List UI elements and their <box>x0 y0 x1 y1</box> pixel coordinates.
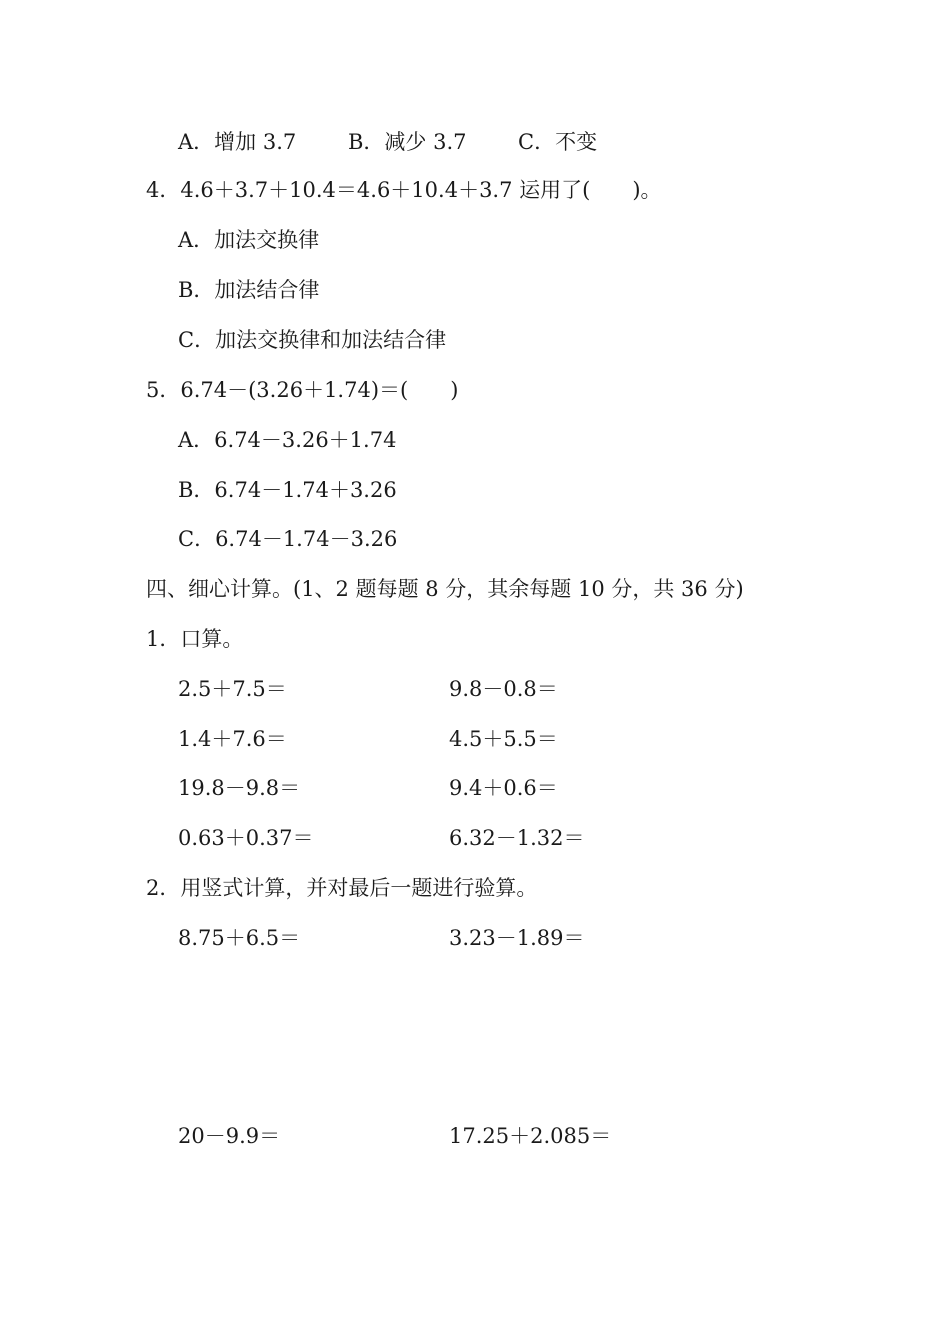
q5-stem: 5．6.74－(3.26＋1.74)＝( ) <box>146 378 459 402</box>
q5-option-a: A．6.74－3.26＋1.74 <box>178 428 397 452</box>
q4-option-c: C．加法交换律和加法结合律 <box>178 328 447 352</box>
oral-item: 6.32－1.32＝ <box>449 826 585 850</box>
vertical-item: 20－9.9＝ <box>178 1124 281 1148</box>
q4-option-a: A．加法交换律 <box>178 228 320 252</box>
oral-item: 4.5＋5.5＝ <box>449 727 558 751</box>
oral-item: 2.5＋7.5＝ <box>178 677 287 701</box>
q5-option-c: C．6.74－1.74－3.26 <box>178 527 398 551</box>
vertical-title: 2．用竖式计算，并对最后一题进行验算。 <box>146 876 538 900</box>
oral-item: 9.4＋0.6＝ <box>449 776 558 800</box>
oral-item: 1.4＋7.6＝ <box>178 727 287 751</box>
q3-option-b: B．减少 3.7 <box>348 130 467 154</box>
oral-title: 1．口算。 <box>146 627 244 651</box>
oral-item: 0.63＋0.37＝ <box>178 826 314 850</box>
vertical-item: 17.25＋2.085＝ <box>449 1124 612 1148</box>
q4-stem: 4．4.6＋3.7＋10.4＝4.6＋10.4＋3.7 运用了( )。 <box>146 178 662 202</box>
q3-option-c: C．不变 <box>518 130 598 154</box>
q3-option-a: A．增加 3.7 <box>178 130 297 154</box>
section-heading: 四、细心计算。(1、2 题每题 8 分，其余每题 10 分，共 36 分) <box>146 577 744 601</box>
oral-item: 9.8－0.8＝ <box>449 677 558 701</box>
q5-option-b: B．6.74－1.74＋3.26 <box>178 478 397 502</box>
oral-item: 19.8－9.8＝ <box>178 776 301 800</box>
q4-option-b: B．加法结合律 <box>178 278 320 302</box>
vertical-item: 8.75＋6.5＝ <box>178 926 301 950</box>
vertical-item: 3.23－1.89＝ <box>449 926 585 950</box>
